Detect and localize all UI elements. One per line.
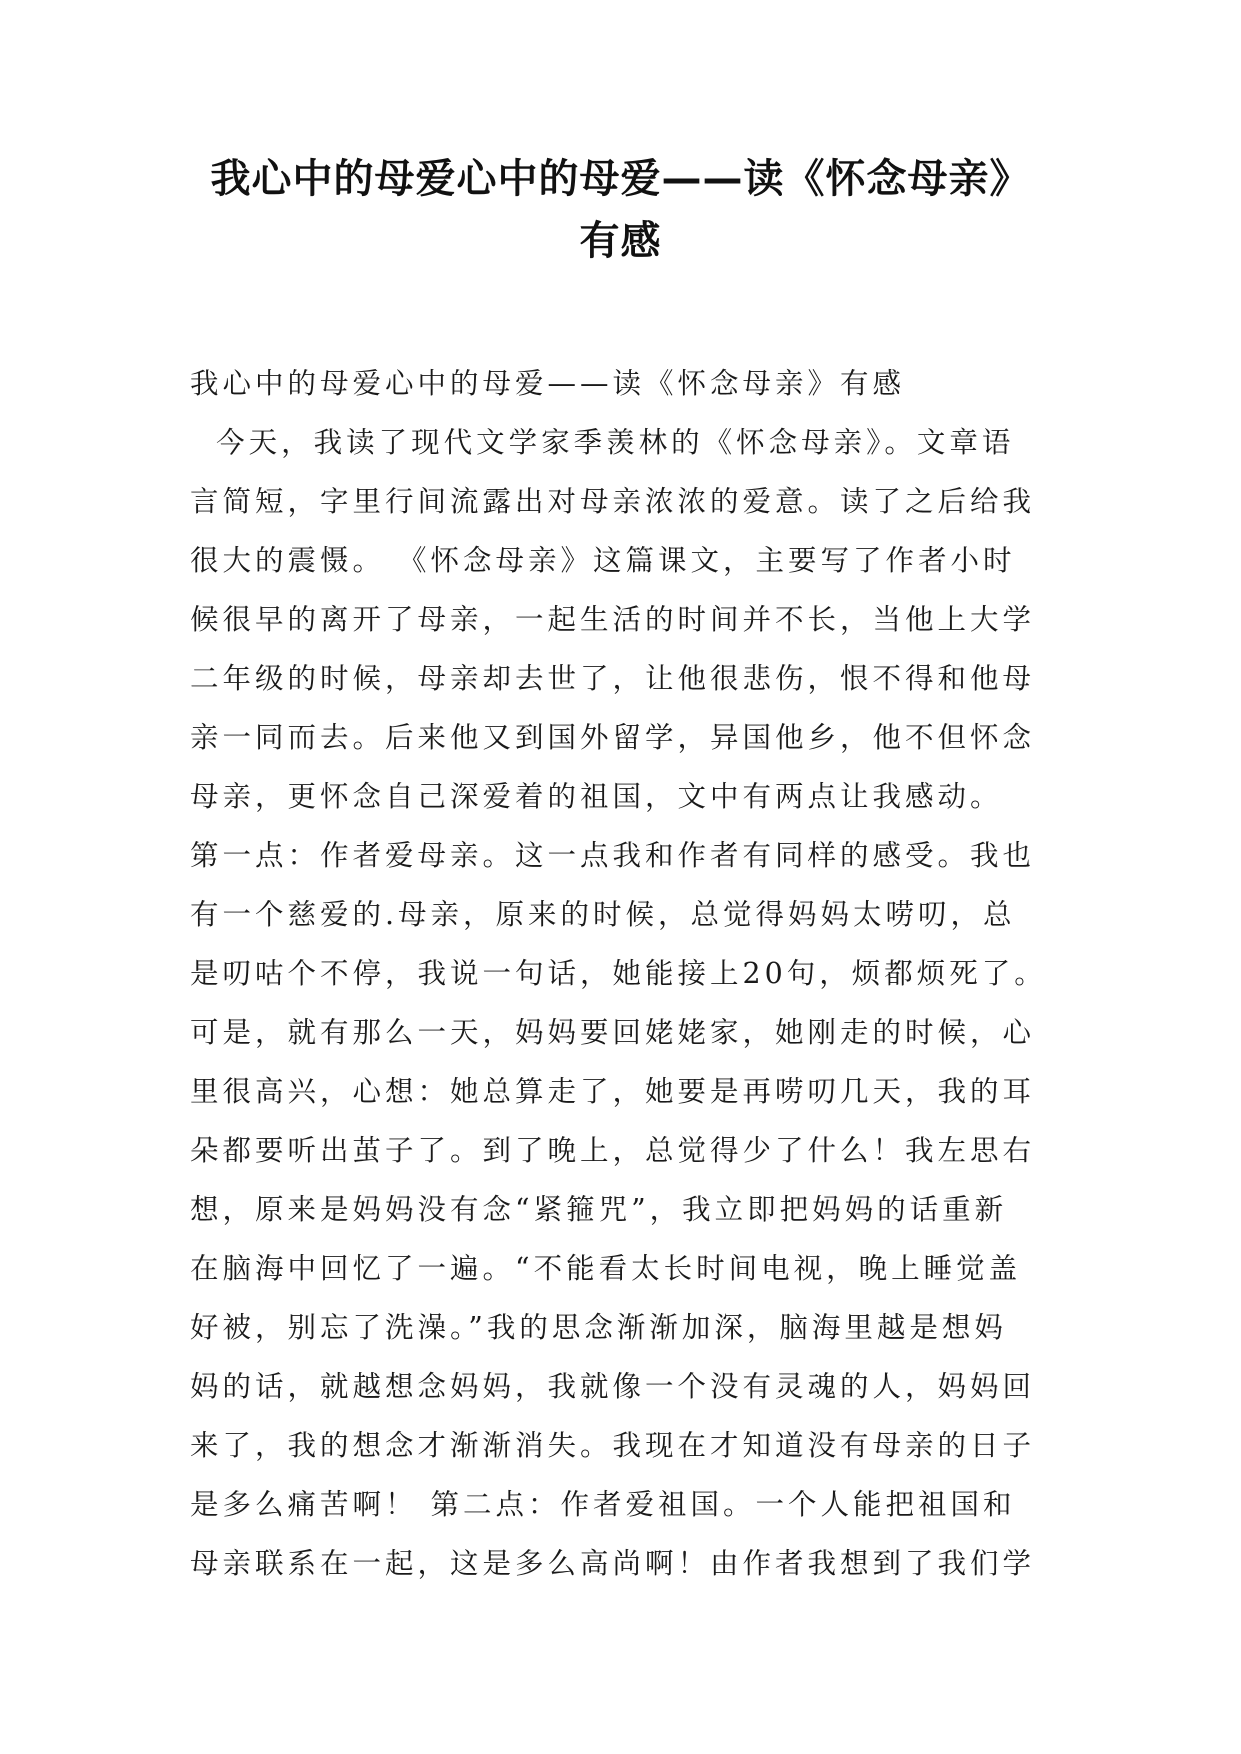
- title-line: 我心中的母爱心中的母爱——读《怀念母亲》: [210, 156, 1031, 202]
- body-line: 可是，就有那么一天，妈妈要回姥姥家，她刚走的时候，心: [190, 1016, 1036, 1049]
- document-body: [190, 354, 1060, 1593]
- title-line: 有感: [579, 218, 662, 264]
- body-line: 母亲联系在一起，这是多么高尚啊！由作者我想到了我们学: [190, 1547, 1036, 1580]
- body-line: 第一点：作者爱母亲。这一点我和作者有同样的感受。我也: [190, 839, 1036, 872]
- body-line: 好被，别忘了洗澡。”我的思念渐渐加深，脑海里越是想妈: [190, 1311, 1007, 1344]
- body-line: 言简短，字里行间流露出对母亲浓浓的爱意。读了之后给我: [190, 485, 1036, 518]
- body-line: 妈的话，就越想念妈妈，我就像一个没有灵魂的人，妈妈回: [190, 1370, 1036, 1403]
- body-line: 亲一同而去。后来他又到国外留学，异国他乡，他不但怀念: [190, 721, 1036, 754]
- body-line: 很大的震慑。 《怀念母亲》这篇课文，主要写了作者小时: [190, 544, 1016, 577]
- body-line: 候很早的离开了母亲，一起生活的时间并不长，当他上大学: [190, 603, 1036, 636]
- body-line: 是多么痛苦啊！ 第二点：作者爱祖国。一个人能把祖国和: [190, 1488, 1016, 1521]
- body-line: 母亲，更怀念自己深爱着的祖国，文中有两点让我感动。: [190, 780, 1003, 813]
- body-line: 有一个慈爱的.母亲，原来的时候，总觉得妈妈太唠叨，总: [190, 898, 1016, 931]
- body-line: 今天，我读了现代文学家季羡林的《怀念母亲》。文章语: [190, 426, 1015, 459]
- body-line: 在脑海中回忆了一遍。“不能看太长时间电视，晚上睡觉盖: [190, 1252, 1022, 1285]
- body-line: 是叨咕个不停，我说一句话，她能接上20句，烦都烦死了。: [190, 957, 1047, 990]
- body-line: 二年级的时候，母亲却去世了，让他很悲伤，恨不得和他母: [190, 662, 1036, 695]
- body-line: 来了，我的想念才渐渐消失。我现在才知道没有母亲的日子: [190, 1429, 1036, 1462]
- body-line: 里很高兴，心想：她总算走了，她要是再唠叨几天，我的耳: [190, 1075, 1036, 1108]
- body-line: 朵都要听出茧子了。到了晚上，总觉得少了什么！我左思右: [190, 1134, 1036, 1167]
- document-title: [160, 148, 1081, 272]
- body-line: 想，原来是妈妈没有念“紧箍咒”，我立即把妈妈的话重新: [190, 1193, 1008, 1226]
- body-subtitle-line: 我心中的母爱心中的母爱——读《怀念母亲》有感: [190, 367, 906, 400]
